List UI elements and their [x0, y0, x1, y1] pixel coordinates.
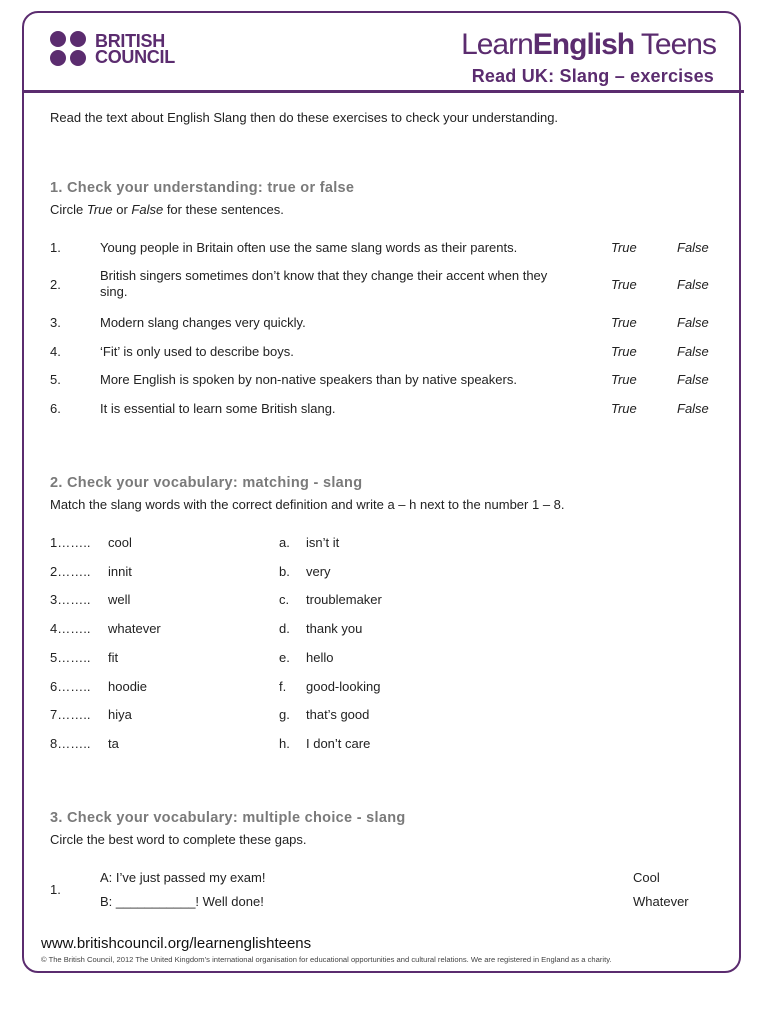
- dialogue-line-b: B: ___________! Well done!: [100, 894, 264, 909]
- question-number: 1.: [50, 882, 61, 897]
- slang-word: well: [108, 592, 131, 607]
- choice-option: Cool: [633, 870, 660, 885]
- false-option: False: [677, 240, 709, 255]
- copyright-note: © The British Council, 2012 The United Kingdom’s international organisation for educational opportunities and cultural relations. We are registered in England as a charity.: [41, 955, 612, 964]
- brand-name: BRITISH COUNCIL: [95, 30, 175, 67]
- true-option: True: [611, 315, 637, 330]
- true-option: True: [611, 277, 637, 292]
- true-option: True: [611, 344, 637, 359]
- section3-instructions: Circle the best word to complete these gaps.: [50, 832, 307, 847]
- item-number: 3.: [50, 315, 61, 330]
- british-council-logo: [50, 31, 175, 66]
- document-title: Read UK: Slang – exercises: [471, 66, 714, 86]
- logo-dots-icon: [50, 31, 87, 66]
- definition-letter: g.: [279, 707, 290, 722]
- definition: hello: [306, 650, 334, 665]
- item-statement: More English is spoken by non-native speakers than by native speakers.: [100, 372, 517, 387]
- slang-word: innit: [108, 564, 132, 579]
- slang-word: whatever: [108, 621, 161, 636]
- choice-option: Whatever: [633, 894, 689, 909]
- definition-letter: d.: [279, 621, 290, 636]
- false-option: False: [677, 277, 709, 292]
- definition: that’s good: [306, 707, 370, 722]
- item-statement: British singers sometimes don’t know that they change their accent when they sing.: [100, 268, 548, 299]
- definition: very: [306, 564, 331, 579]
- answer-blank: 3……..: [50, 592, 91, 607]
- definition: good-looking: [306, 679, 381, 694]
- item-statement: It is essential to learn some British slang.: [100, 401, 336, 416]
- slang-word: fit: [108, 650, 119, 665]
- false-option: False: [677, 372, 709, 387]
- item-statement: Young people in Britain often use the same slang words as their parents.: [100, 240, 518, 255]
- section2-title: 2. Check your vocabulary: matching - slang: [50, 475, 363, 491]
- slang-word: ta: [108, 736, 119, 751]
- slang-word: cool: [108, 535, 132, 550]
- definition: I don’t care: [306, 736, 371, 751]
- definition: thank you: [306, 621, 363, 636]
- item-statement: Modern slang changes very quickly.: [100, 315, 306, 330]
- item-number: 5.: [50, 372, 61, 387]
- true-option: True: [611, 372, 637, 387]
- section1-instructions: Circle True or False for these sentences.: [50, 202, 284, 217]
- answer-blank: 5……..: [50, 650, 91, 665]
- answer-blank: 2……..: [50, 564, 91, 579]
- false-option: False: [677, 344, 709, 359]
- item-number: 2.: [50, 277, 61, 292]
- section1-title: 1. Check your understanding: true or false: [50, 180, 355, 196]
- false-option: False: [677, 401, 709, 416]
- definition-letter: f.: [279, 679, 287, 694]
- answer-blank: 4……..: [50, 621, 91, 636]
- item-number: 6.: [50, 401, 61, 416]
- definition-letter: c.: [279, 592, 290, 607]
- definition-letter: b.: [279, 564, 290, 579]
- dialogue-line-a: A: I’ve just passed my exam!: [100, 870, 266, 885]
- answer-blank: 7……..: [50, 707, 91, 722]
- slang-word: hoodie: [108, 679, 148, 694]
- true-option: True: [611, 240, 637, 255]
- section2-instructions: Match the slang words with the correct definition and write a – h next to the number 1 – 8.: [50, 497, 565, 512]
- item-number: 1.: [50, 240, 61, 255]
- learnenglish-teens-logo: LearnEnglish Teens: [461, 28, 716, 61]
- answer-blank: 8……..: [50, 736, 91, 751]
- slang-word: hiya: [108, 707, 132, 722]
- section3-title: 3. Check your vocabulary: multiple choice - slang: [50, 810, 406, 826]
- page-border: [22, 11, 741, 973]
- false-option: False: [677, 315, 709, 330]
- item-statement: ‘Fit’ is only used to describe boys.: [100, 344, 294, 359]
- item-number: 4.: [50, 344, 61, 359]
- definition-letter: a.: [279, 535, 290, 550]
- intro-text: Read the text about English Slang then do these exercises to check your understanding.: [50, 110, 559, 125]
- header-divider: [22, 90, 744, 93]
- definition-letter: h.: [279, 736, 290, 751]
- definition: troublemaker: [306, 592, 382, 607]
- answer-blank: 1……..: [50, 535, 91, 550]
- definition: isn’t it: [306, 535, 340, 550]
- true-option: True: [611, 401, 637, 416]
- footer-url: www.britishcouncil.org/learnenglishteens: [41, 935, 312, 952]
- answer-blank: 6……..: [50, 679, 91, 694]
- definition-letter: e.: [279, 650, 290, 665]
